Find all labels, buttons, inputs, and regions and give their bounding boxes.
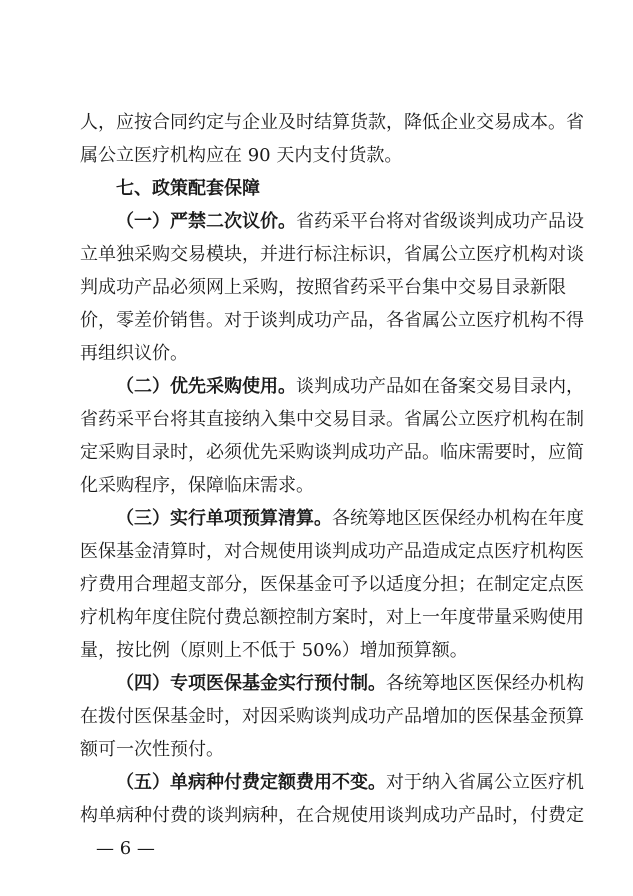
section-heading: 七、政策配套保障	[116, 178, 260, 199]
paragraph-line: 定采购目录时，必须优先采购谈判成功产品。临床需要时，应简	[80, 442, 584, 463]
paragraph-text: 各统筹地区医保经办机构在年度	[332, 508, 584, 529]
paragraph-line: 疗机构年度住院付费总额控制方案时，对上一年度带量采购使用	[80, 607, 584, 628]
paragraph-text: 谈判成功产品如在备案交易目录内，	[296, 376, 584, 397]
paragraph-line: 疗费用合理超支部分，医保基金可予以适度分担；在制定定点医	[80, 574, 584, 595]
paragraph-lead: （五）单病种付费定额费用不变。	[116, 772, 386, 793]
paragraph-line: 判成功产品必须网上采购，按照省药采平台集中交易目录新限	[80, 277, 566, 298]
page-number: — 6 —	[96, 838, 155, 859]
paragraph-line	[116, 673, 584, 695]
paragraph-line: 额可一次性预付。	[80, 739, 224, 760]
paragraph-line: 在拨付医保基金时，对因采购谈判成功产品增加的医保基金预算	[80, 706, 584, 727]
paragraph-line: 属公立医疗机构应在 90 天内支付货款。	[80, 145, 403, 166]
paragraph-line	[116, 376, 584, 398]
paragraph-line	[116, 772, 584, 794]
paragraph-line: 医保基金清算时，对合规使用谈判成功产品造成定点医疗机构医	[80, 541, 584, 562]
paragraph-lead: （四）专项医保基金实行预付制。	[116, 673, 386, 694]
paragraph-line	[116, 211, 584, 233]
paragraph-text: 各统筹地区医保经办机构	[386, 673, 584, 694]
paragraph-line: 人，应按合同约定与企业及时结算货款，降低企业交易成本。省	[80, 112, 584, 133]
paragraph-line	[116, 508, 584, 530]
paragraph-text: 省药采平台将对省级谈判成功产品设	[296, 211, 584, 232]
paragraph-lead: （一）严禁二次议价。	[116, 211, 296, 232]
paragraph-line: 立单独采购交易模块，并进行标注标识，省属公立医疗机构对谈	[80, 244, 584, 265]
paragraph-line: 化采购程序，保障临床需求。	[80, 475, 314, 496]
paragraph-lead: （三）实行单项预算清算。	[116, 508, 332, 529]
paragraph-text: 对于纳入省属公立医疗机	[386, 772, 584, 793]
paragraph-line: 省药采平台将其直接纳入集中交易目录。省属公立医疗机构在制	[80, 409, 584, 430]
paragraph-line: 量，按比例（原则上不低于 50%）增加预算额。	[80, 640, 468, 661]
paragraph-line: 再组织议价。	[80, 343, 188, 364]
paragraph-line: 价，零差价销售。对于谈判成功产品，各省属公立医疗机构不得	[80, 310, 584, 331]
paragraph-line: 构单病种付费的谈判病种，在合规使用谈判成功产品时，付费定	[80, 805, 584, 826]
paragraph-lead: （二）优先采购使用。	[116, 376, 296, 397]
